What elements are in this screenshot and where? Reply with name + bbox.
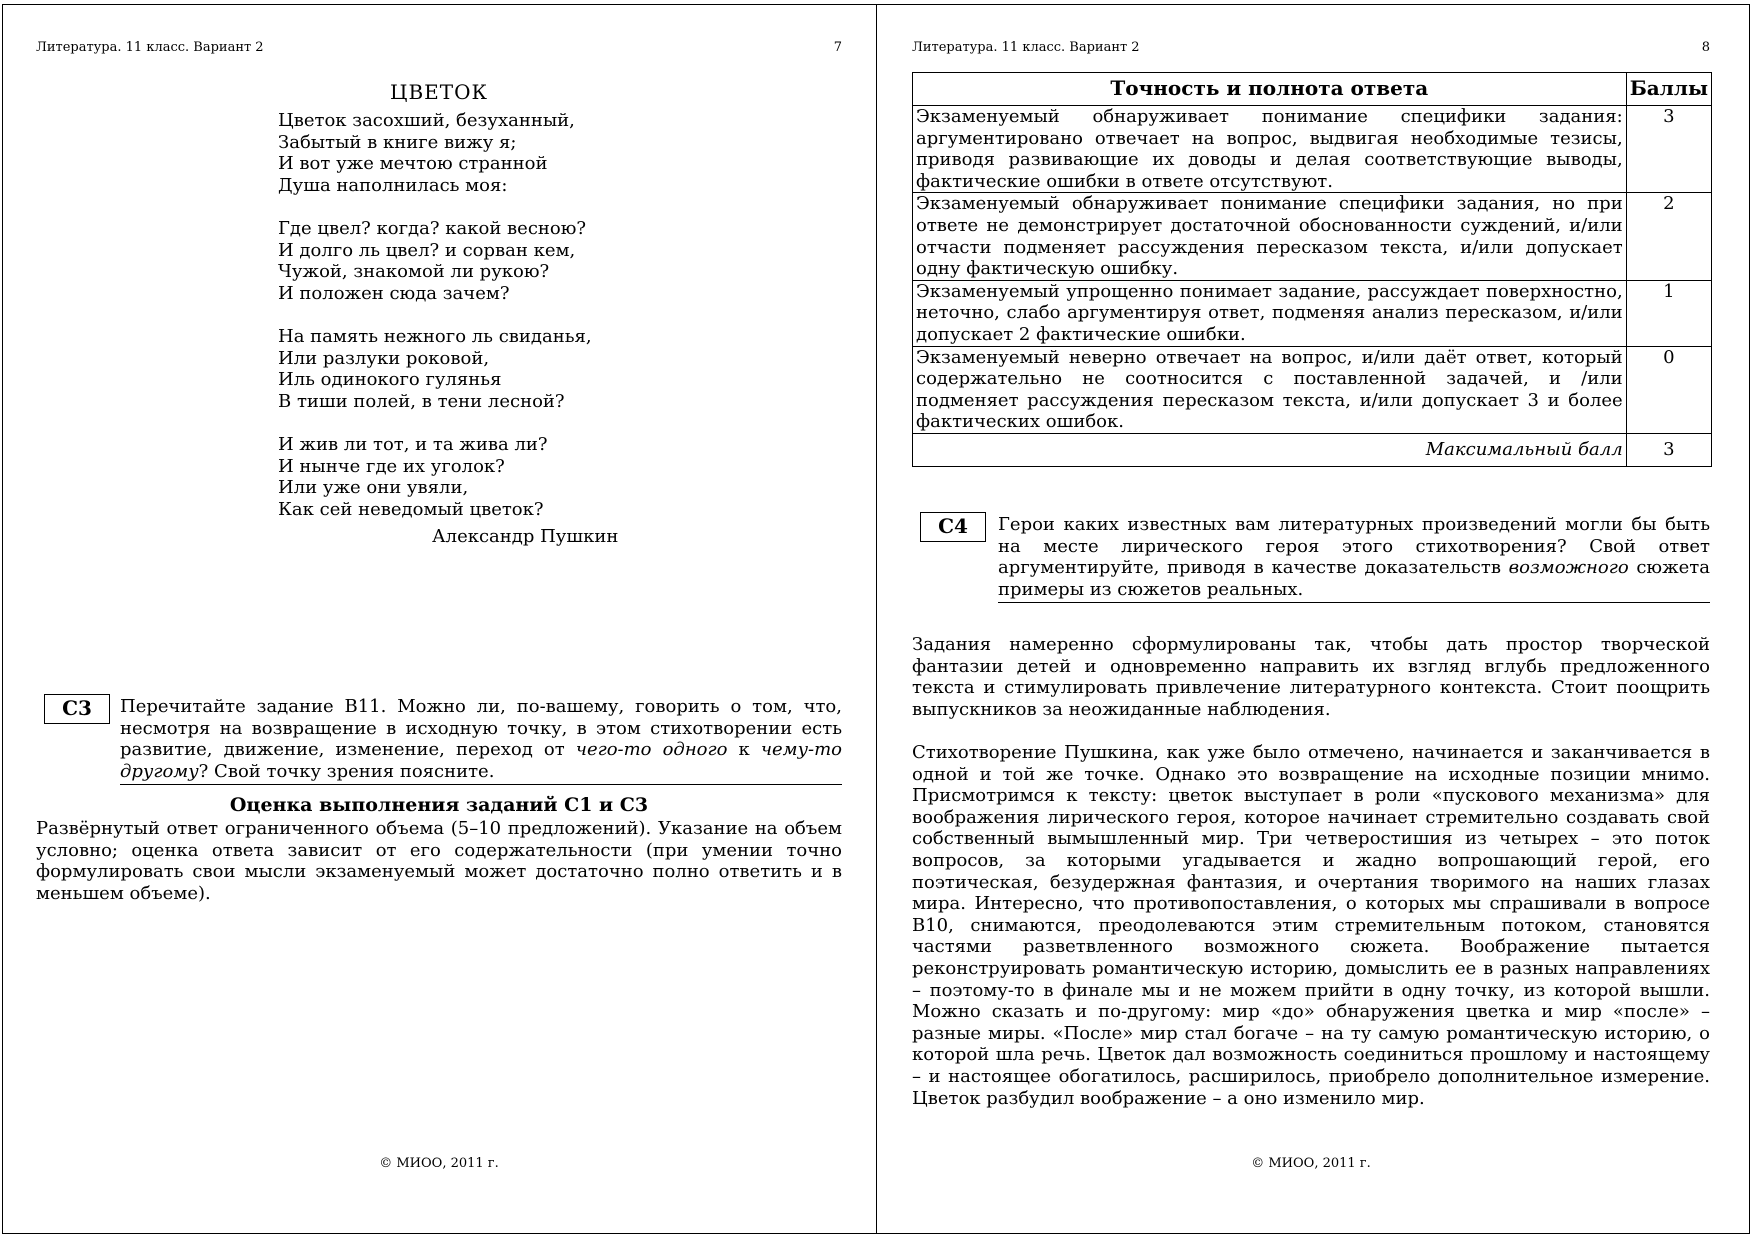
points-cell: 0 — [1626, 346, 1711, 433]
poem-line: На память нежного ль свиданья, — [278, 325, 592, 347]
left-header-title: Литература. 11 класс. Вариант 2 — [36, 40, 264, 55]
poem-line: Чужой, знакомой ли рукою? — [278, 261, 550, 283]
points-cell: 3 — [1626, 106, 1711, 193]
poem-stanza-3 — [278, 326, 592, 412]
poem-line: Как сей неведомый цветок? — [278, 498, 544, 520]
scoring-table — [912, 72, 1712, 467]
poem — [278, 110, 592, 542]
c3-label-box: С3 — [44, 694, 110, 724]
poem-stanza-1 — [278, 110, 592, 196]
table-max-row — [913, 433, 1712, 466]
poem-line: В тиши полей, в тени лесной? — [278, 390, 565, 412]
table-row — [913, 106, 1712, 193]
poem-line: И нынче где их уголок? — [278, 455, 505, 477]
points-cell: 1 — [1626, 280, 1711, 346]
left-footer: © МИОО, 2011 г. — [379, 1156, 499, 1171]
column-header-points: Баллы — [1626, 73, 1711, 106]
poem-title: ЦВЕТОК — [390, 80, 488, 104]
poem-stanza-2 — [278, 218, 592, 304]
criteria-cell: Экзаменуемый обнаруживает понимание специфики задания: аргументировано отвечает на вопрос, выдвигая необходимые тезисы, приводя развивающие их доводы и делая соответствующие выводы, фактические ошибки в ответе отсутствуют. — [913, 106, 1627, 193]
evaluation-heading: Оценка выполнения заданий С1 и С3 — [229, 794, 649, 816]
poem-line: И долго ль цвел? и сорван кем, — [278, 239, 576, 261]
poem-line: Забытый в книге вижу я; — [278, 131, 517, 153]
column-header-criteria: Точность и полнота ответа — [913, 73, 1627, 106]
c3-question-text: Перечитайте задание В11. Можно ли, по-вашему, говорить о том, что, несмотря на возвращение в исходную точку, в этом стихотворении есть развитие, движение, изменение, переход от чего-то одного к чему-то другому? Свой точку зрения поясните. — [120, 696, 843, 782]
table-row — [913, 280, 1712, 346]
criteria-cell: Экзаменуемый обнаруживает понимание специфики задания, но при ответе не демонстрирует достаточной обоснованности суждений, и/или отчасти подменяет рассуждения пересказом текста, и/или допускает одну фактическую ошибку. — [913, 193, 1627, 280]
table-header-row — [913, 73, 1712, 106]
right-page — [912, 4, 1710, 1234]
points-cell: 2 — [1626, 193, 1711, 280]
poem-line: И вот уже мечтою странной — [278, 153, 548, 175]
criteria-cell: Экзаменуемый неверно отвечает на вопрос, и/или даёт ответ, который содержательно не соотносится с поставленной задачей, и /или подменяет рассуждения пересказом текста, и/или допускает 3 и более фактических ошибок. — [913, 346, 1627, 433]
poem-line: Или уже они увяли, — [278, 477, 469, 499]
c4-question-text: Герои каких известных вам литературных произведений могли бы быть на месте лирического героя этого стихотворения? Свой ответ аргументируйте, приводя в качестве доказательств возможного сюжета примеры из сюжетов реальных. — [998, 514, 1710, 600]
left-page-header — [36, 40, 842, 55]
c4-underline — [998, 602, 1710, 603]
commentary-paragraph-1: Задания намеренно сформулированы так, чтобы дать простор творческой фантазии детей и одновременно направить их взгляд вглубь предложенного текста и стимулировать привлечение литературного контекста. Стоит поощрить выпускников за неожиданные наблюдения. — [912, 634, 1710, 720]
poem-line: Или разлуки роковой, — [278, 347, 490, 369]
poem-author: Александр Пушкин — [432, 526, 619, 547]
c3-italic-phrase: чего-то одного — [575, 739, 728, 761]
max-score-value: 3 — [1626, 433, 1711, 466]
right-header-title: Литература. 11 класс. Вариант 2 — [912, 40, 1140, 55]
left-page — [36, 4, 842, 1234]
poem-stanza-4 — [278, 434, 592, 520]
c3-italic-phrase: чему-то другому — [120, 739, 843, 782]
left-page-number: 7 — [833, 40, 842, 55]
poem-line: Душа наполнилась моя: — [278, 174, 508, 196]
criteria-cell: Экзаменуемый упрощенно понимает задание, рассуждает поверхностно, неточно, слабо аргументируя ответ, подменяя анализ пересказом, и/или допускает 2 фактические ошибки. — [913, 280, 1627, 346]
poem-line: Иль одинокого гулянья — [278, 369, 502, 391]
poem-line: Где цвел? когда? какой весною? — [278, 217, 587, 239]
commentary-paragraph-2: Стихотворение Пушкина, как уже было отмечено, начинается и заканчивается в одной и той же точке. Однако это возвращение на исходные позиции мнимо. Присмотримся к тексту: цветок выступает в роли «пускового механизма» для воображения лирического героя, которое начинает стремительно создавать свой собственный вымышленный мир. Три четверостишия из четырех – это поток вопросов, за которыми угадывается и жадно вопрошающий герой, его поэтическая, безудержная фантазия, и очертания творимого на наших глазах мира. Интересно, что противопоставления, о которых мы спрашивали в вопросе В10, снимаются, преодолеваются этим стремительным потоком, становятся частями разветвленного возможного сюжета. Воображение пытается реконструировать романтическую историю, домыслить ее в разных направлениях – поэтому-то в финале мы и не можем прийти в одну точку, из которой вышли. Можно сказать и по-другому: мир «до» обнаружения цветка и мир «после» – разные миры. «После» мир стал богаче – на ту самую романтическую историю, о которой шла речь. Цветок дал возможность соединиться прошлому и настоящему – и настоящее обогатилось, расширилось, приобрело дополнительное измерение. Цветок разбудил воображение – а оно изменило мир. — [912, 742, 1710, 1109]
c3-underline — [120, 784, 842, 785]
poem-line: И положен сюда зачем? — [278, 282, 510, 304]
right-footer: © МИОО, 2011 г. — [1251, 1156, 1371, 1171]
c4-label-box: С4 — [920, 512, 986, 542]
c4-italic-phrase: возможного — [1508, 557, 1629, 579]
table-row — [913, 193, 1712, 280]
page-divider — [876, 4, 877, 1234]
max-score-label: Максимальный балл — [913, 433, 1627, 466]
right-page-number: 8 — [1701, 40, 1710, 55]
table-row — [913, 346, 1712, 433]
evaluation-text: Развёрнутый ответ ограниченного объема (5–10 предложений). Указание на объем условно; оценка ответа зависит от его содержательности (при умении точно формулировать свои мысли экзаменуемый может достаточно полно ответить и в меньшем объеме). — [36, 818, 842, 904]
right-page-header — [912, 40, 1710, 55]
poem-line: И жив ли тот, и та жива ли? — [278, 433, 548, 455]
poem-line: Цветок засохший, безуханный, — [278, 110, 575, 131]
